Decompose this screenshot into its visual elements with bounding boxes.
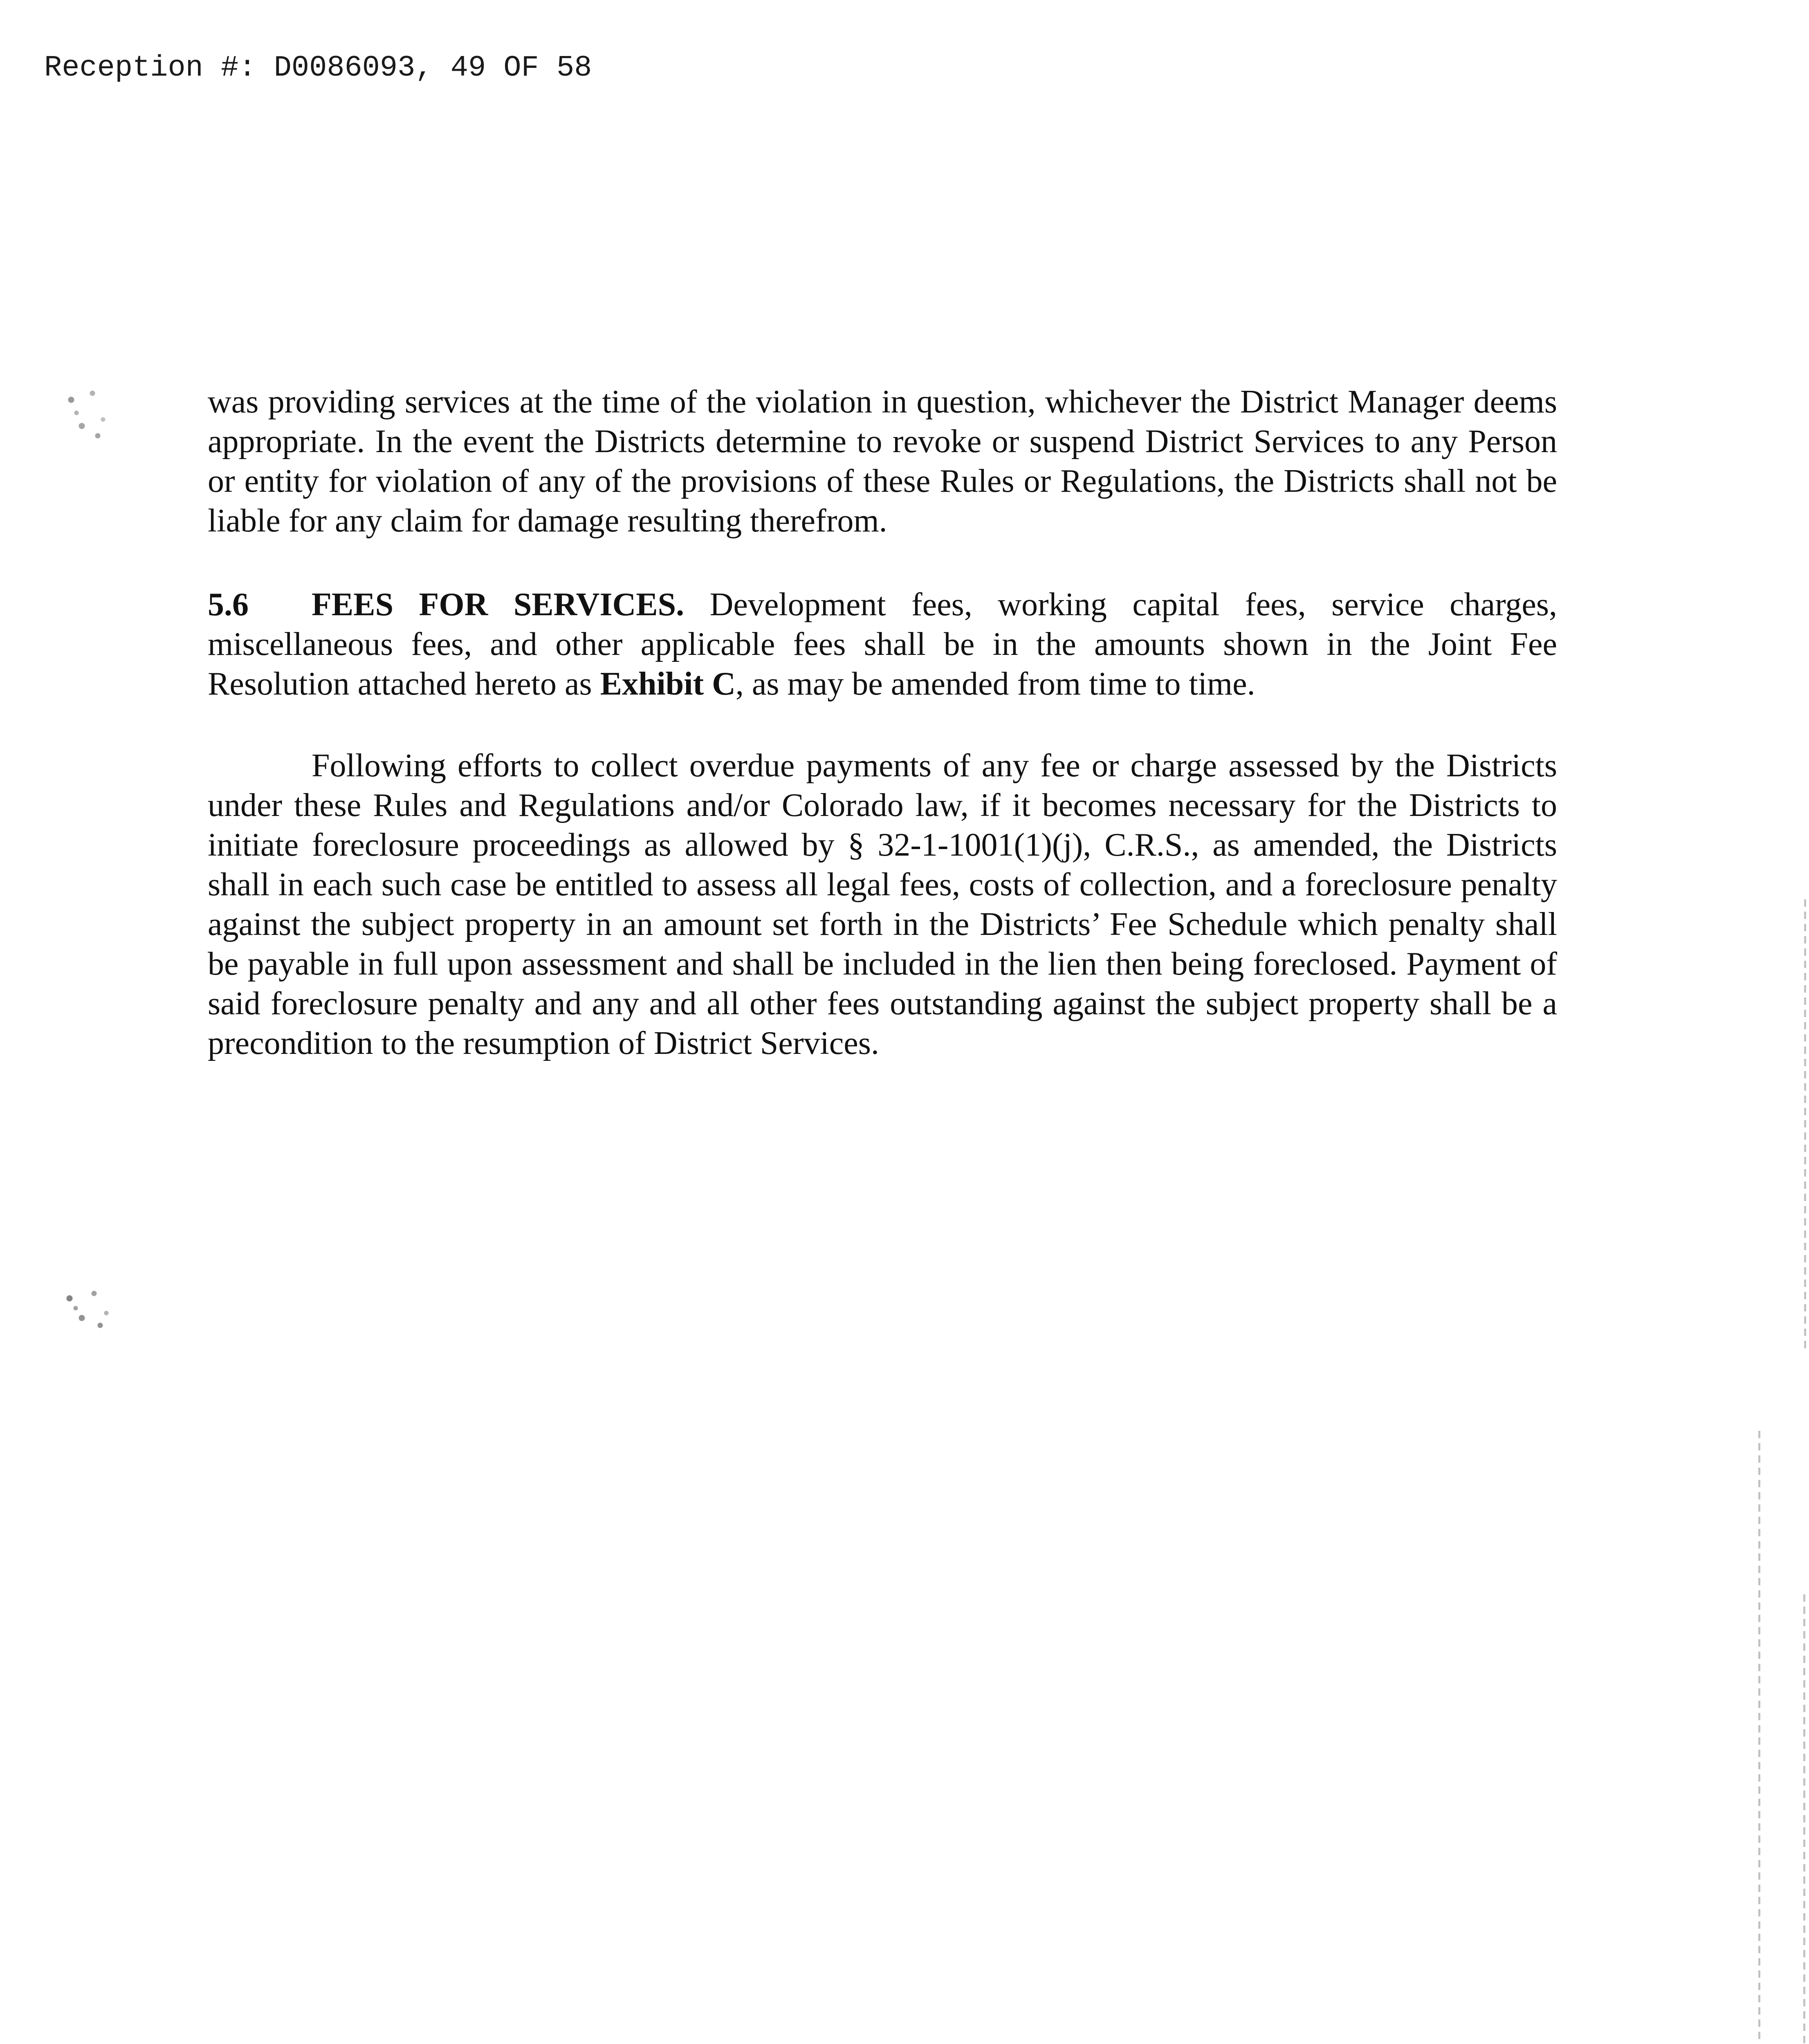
section-text-end: , as may be amended from time to time.	[735, 666, 1255, 702]
section-heading: FEES FOR SERVICES.	[312, 587, 685, 623]
scan-edge-line	[1804, 899, 1806, 1349]
section-text: Development fees, working capital fees, service charges, miscellaneous fees, and other applicable fees shall be in the amounts shown in the Joint Fee Resolution attached hereto as	[208, 587, 1557, 702]
paragraph-continued: was providing services at the time of the violation in question, whichever the District Manager deems appropriate. In the event the Districts determine to revoke or suspend District Services to any Person or entity for violation of any of the provisions of these Rules or Regulations, the Districts shall not be liable for any claim for damage resulting therefrom.	[208, 384, 1557, 539]
section-5-6-paragraph	[208, 585, 1557, 704]
paragraph-foreclosure: Following efforts to collect overdue payments of any fee or charge assessed by the Districts under these Rules and Regulations and/or Colorado law, if it becomes necessary for the Districts to initiate foreclosure proceedings as allowed by § 32-1-1001(1)(j), C.R.S., as amended, the Districts shall in each such case be entitled to assess all legal fees, costs of collection, and a foreclosure penalty against the subject property in an amount set forth in the Districts’ Fee Schedule which penalty shall be payable in full upon assessment and shall be included in the lien then being foreclosed. Payment of said foreclosure penalty and any and all other fees outstanding against the subject property shall be a precondition to the resumption of District Services.	[208, 748, 1557, 1061]
section-number: 5.6	[208, 587, 249, 623]
reception-stamp: Reception #: D0086093, 49 OF 58	[44, 51, 592, 85]
scan-edge-line	[1758, 1431, 1760, 2044]
scan-speckle	[61, 380, 114, 446]
scan-speckle	[57, 1284, 119, 1333]
exhibit-reference: Exhibit C	[600, 666, 736, 702]
scan-edge-line	[1803, 1594, 1805, 2044]
